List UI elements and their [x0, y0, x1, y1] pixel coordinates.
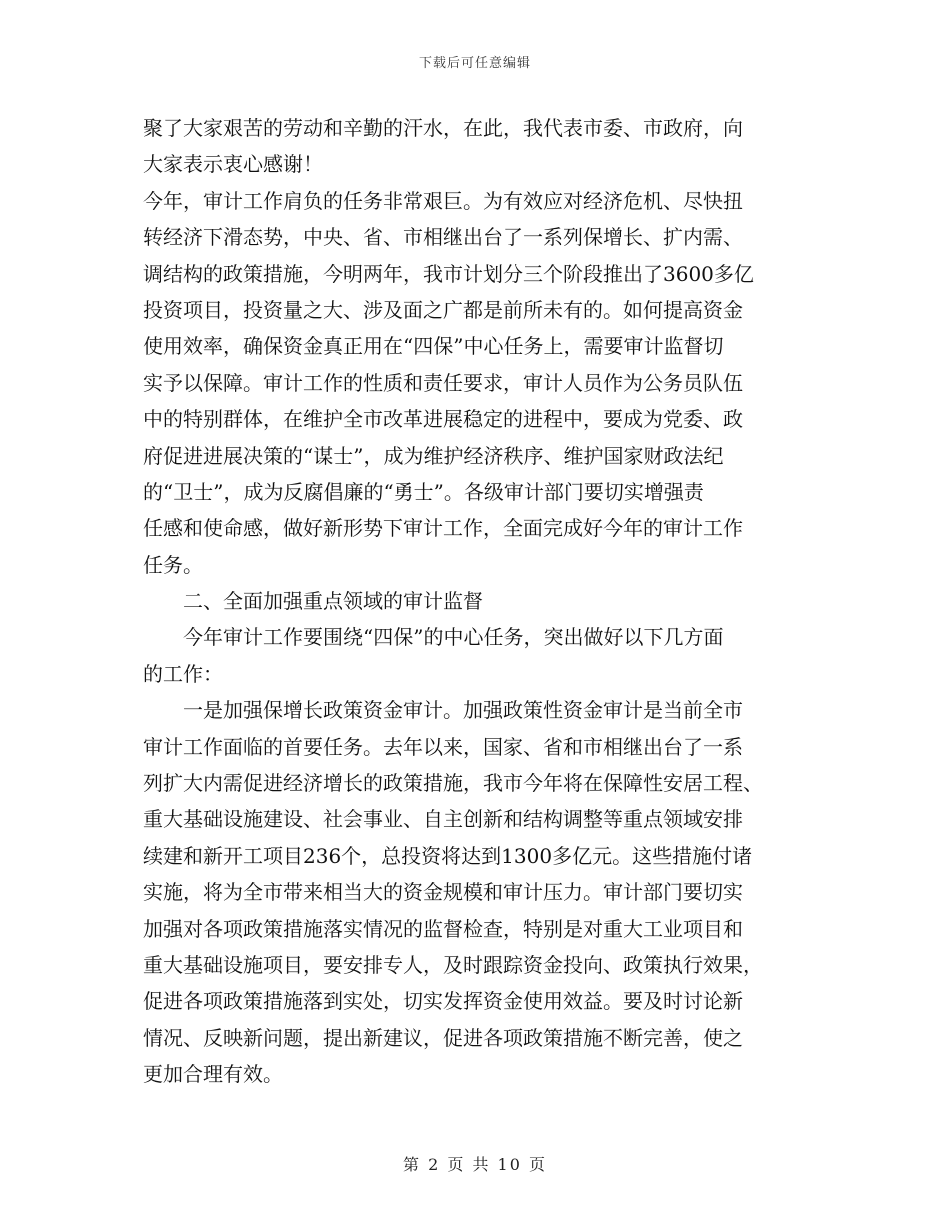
text-line: 聚了大家艰苦的劳动和辛勤的汗水，在此，我代表市委、市政府，向 [143, 116, 743, 140]
text-line: 投资项目，投资量之大、涉及面之广都是前所未有的。如何提高资金 [143, 297, 743, 322]
text-line: 情况、反映新问题，提出新建议，促进各项政策措施不断完善，使之 [143, 1025, 743, 1050]
text-line: 重大基础设施项目，要安排专人，及时跟踪资金投向、政策执行效果， [143, 952, 763, 977]
text-line: 府促进进展决策的“谋士”，成为维护经济秩序、维护国家财政法纪 [143, 443, 724, 468]
text-line: 调结构的政策措施，今明两年，我市计划分三个阶段推出了3600多亿 [143, 261, 754, 286]
text-line: 使用效率，确保资金真正用在“四保”中心任务上，需要审计监督切 [143, 334, 724, 359]
text-line: 一是加强保增长政策资金审计。加强政策性资金审计是当前全市 [143, 698, 743, 723]
text-line: 的工作： [143, 661, 223, 686]
page-header: 下载后可任意编辑 [418, 56, 531, 71]
text-line: 大家表示衷心感谢！ [143, 152, 323, 177]
text-line: 实施，将为全市带来相当大的资金规模和审计压力。审计部门要切实 [143, 880, 743, 905]
text-line: 转经济下滑态势，中央、省、市相继出台了一系列保增长、扩内需、 [143, 225, 743, 250]
text-line: 任感和使命感，做好新形势下审计工作，全面完成好今年的审计工作 [143, 516, 743, 541]
text-line: 促进各项政策措施落到实处，切实发挥资金使用效益。要及时讨论新 [143, 989, 743, 1014]
text-line: 任务。 [143, 552, 203, 577]
text-line: 的“卫士”，成为反腐倡廉的“勇士”。各级审计部门要切实增强责 [143, 479, 704, 504]
section-heading: 二、全面加强重点领域的审计监督 [143, 589, 483, 614]
text-line: 中的特别群体，在维护全市改革进展稳定的进程中，要成为党委、政 [143, 407, 743, 432]
text-line: 实予以保障。审计工作的性质和责任要求，审计人员作为公务员队伍 [143, 370, 743, 395]
text-line: 更加合理有效。 [143, 1062, 283, 1087]
document-body [143, 110, 803, 1093]
text-line: 审计工作面临的首要任务。去年以来，国家、省和市相继出台了一系 [143, 734, 743, 759]
text-line: 加强对各项政策措施落实情况的监督检查，特别是对重大工业项目和 [143, 916, 743, 941]
page-number-footer: 第 2 页 共 10 页 [403, 1155, 547, 1174]
text-line: 今年，审计工作肩负的任务非常艰巨。为有效应对经济危机、尽快扭 [143, 188, 743, 213]
text-line: 续建和新开工项目236个，总投资将达到1300多亿元。这些措施付诸 [143, 843, 753, 868]
text-line: 重大基础设施建设、社会事业、自主创新和结构调整等重点领域安排 [143, 807, 743, 832]
text-line: 今年审计工作要围绕“四保”的中心任务，突出做好以下几方面 [143, 625, 724, 650]
text-line: 列扩大内需促进经济增长的政策措施，我市今年将在保障性安居工程、 [143, 771, 763, 796]
